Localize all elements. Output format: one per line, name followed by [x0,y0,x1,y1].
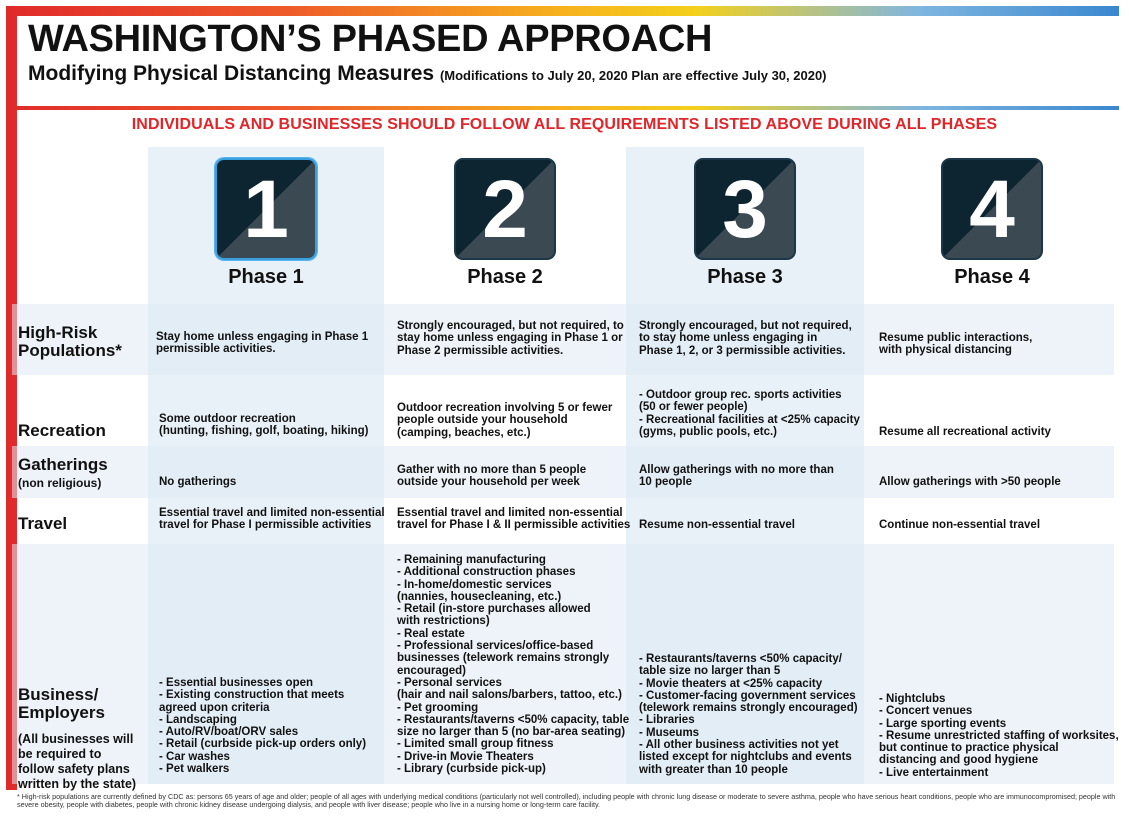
list-item: - Concert venues [879,705,973,718]
cell-recreation-phase-1: Some outdoor recreation (hunting, fishing, golf, boating, hiking) [159,413,369,438]
list-item: - Pet grooming [397,701,479,714]
row-label-business: Business/ Employers (All businesses will be required to follow safety plans written by the state) [18,685,137,791]
list-item: - Essential businesses open [159,677,314,689]
page-title: WASHINGTON’S PHASED APPROACH [28,18,713,60]
list-item: - Movie theaters at <25% capacity [639,677,823,690]
list-item: - Live entertainment [879,766,989,779]
list-item: - Resume unrestricted staffing of worksites, but continue to practice physical distancing and good hygiene [879,729,1119,767]
list-item: - Professional services/office-based businesses (telework remains strongly encouraged) [397,640,610,677]
subtitle-note: (Modifications to July 20, 2020 Plan are effective July 30, 2020) [439,68,827,83]
business-list-phase-4 [879,693,1119,779]
phase-2-label: Phase 2 [467,266,543,288]
list-item: - Additional construction phases [397,566,576,579]
list-item: - Auto/RV/boat/ORV sales [159,726,299,739]
cell-gatherings-phase-3: Allow gatherings with no more than 10 people [639,464,834,489]
cell-recreation-phase-2: Outdoor recreation involving 5 or fewer people outside your household (camping, beaches, etc.) [397,402,613,439]
list-item: - Drive-in Movie Theaters [397,750,534,763]
phase-3-header [626,158,864,289]
phase-4-badge: 4 [941,158,1043,260]
row-label-high-risk: High-Risk Populations* [18,323,122,360]
row-sublabel-gatherings: (non religious) [18,476,102,490]
phase-1-badge: 1 [215,158,317,260]
list-item: - Restaurants/taverns <50% capacity/ table size no larger than 5 [639,653,842,678]
list-item: - All other business activities not yet listed except for nightclubs and events with greater than 10 people [639,739,852,776]
list-item: - Retail (curbside pick-up orders only) [159,738,367,751]
list-item: - Remaining manufacturing [397,554,546,566]
business-list-phase-2 [397,554,629,775]
cell-high-risk-phase-2: Strongly encouraged, but not required, to stay home unless engaging in Phase 1 or Phase 2 permissible activities. [397,320,624,357]
phase-1-header [147,158,385,289]
phase-2-badge: 2 [454,158,556,260]
list-item: - Pet walkers [159,763,230,776]
list-item: - Car washes [159,750,230,763]
phase-4-label: Phase 4 [954,266,1030,288]
cell-gatherings-phase-2: Gather with no more than 5 people outside your household per week [397,464,587,489]
row-label-recreation: Recreation [18,421,106,440]
phase-3-label: Phase 3 [707,266,783,288]
phase-4-header [873,158,1111,289]
page-subtitle [28,62,827,86]
list-item: - Library (curbside pick-up) [397,763,546,776]
list-item: - Real estate [397,627,465,640]
list-item: - Landscaping [159,713,237,726]
cell-travel-phase-1: Essential travel and limited non-essential travel for Phase I permissible activities [159,507,385,532]
list-item: - Existing construction that meets agreed upon criteria [159,689,345,714]
phase-3-badge: 3 [694,158,796,260]
cell-recreation-phase-3: - Outdoor group rec. sports activities (50 or fewer people) - Recreational facilities at <25% capacity (gyms, public pools, etc.) [639,389,860,439]
cell-high-risk-phase-1: Stay home unless engaging in Phase 1 permissible activities. [156,331,369,356]
cell-high-risk-phase-4: Resume public interactions, with physical distancing [879,332,1033,357]
cell-recreation-phase-4: Resume all recreational activity [879,426,1051,438]
cell-high-risk-phase-3: Strongly encouraged, but not required, to stay home unless engaging in Phase 1, 2, or 3 permissible activities. [639,320,852,357]
business-list-phase-3 [639,653,858,776]
requirement-banner: INDIVIDUALS AND BUSINESSES SHOULD FOLLOW ALL REQUIREMENTS LISTED ABOVE DURING ALL PHASES [131,116,998,133]
list-item: - Large sporting events [879,717,1007,730]
cell-gatherings-phase-4: Allow gatherings with >50 people [879,476,1061,488]
cell-travel-phase-2: Essential travel and limited non-essential travel for Phase I & II permissible activities [397,507,631,532]
list-item: - Nightclubs [879,693,946,705]
list-item: - Retail (in-store purchases allowed with restrictions) [397,603,591,628]
list-item: - In-home/domestic services (nannies, housecleaning, etc.) [397,578,562,603]
row-label-gatherings: Gatherings (non religious) [18,455,108,490]
phase-2-header [386,158,624,289]
business-note: (All businesses will be required to follow safety plans written by the state) [18,732,137,791]
cell-gatherings-phase-1: No gatherings [159,476,237,488]
list-item: - Limited small group fitness [397,738,554,751]
list-item: - Libraries [639,714,695,727]
row-label-travel: Travel [18,514,68,533]
list-item: - Museums [639,726,700,739]
phase-1-label: Phase 1 [228,266,304,288]
cell-travel-phase-3: Resume non-essential travel [639,519,795,531]
cell-travel-phase-4: Continue non-essential travel [879,519,1041,531]
subtitle-text: Modifying Physical Distancing Measures [28,62,435,85]
footnote: * High-risk populations are currently defined by CDC as: persons 65 years of age and older; people of all ages with underlying medical conditions (particularly not well controlled), including people with chronic lung disease or moderate to severe asthma, people who have serious heart conditions, people who are immunocompromised; people with severe obesity, people with diabetes, people with chronic kidney disease undergoing dialysis, and people with liver disease; people who live in a nursing home or long-term care facility. [17,792,1116,809]
list-item: - Restaurants/taverns <50% capacity, table size no larger than 5 (no bar-area seating) [397,713,630,739]
list-item: - Customer-facing government services (telework remains strongly encouraged) [639,689,858,715]
list-item: - Personal services (hair and nail salons/barbers, tattoo, etc.) [397,676,622,702]
business-list-phase-1 [159,677,366,775]
